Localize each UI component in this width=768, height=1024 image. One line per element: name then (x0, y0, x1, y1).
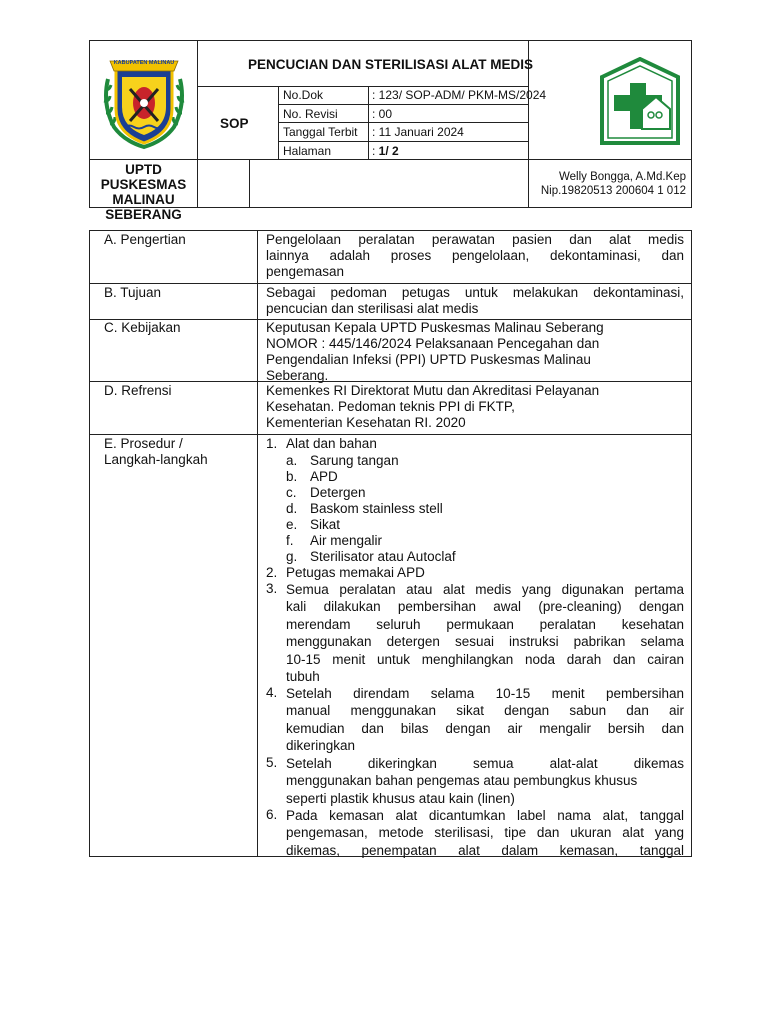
meta-key-tanggal: Tanggal Terbit (283, 125, 358, 139)
tool-item: APD (310, 469, 338, 484)
header-divider (249, 159, 250, 208)
text-line: pengemasan, metode sterilisasi, tipe dan ukuran alat yang (286, 825, 684, 841)
tool-item: Baskom stainless stell (310, 501, 443, 516)
step-number: 6. (266, 807, 278, 822)
text-line: merendam seluruh permukaan peralatan kesehatan (286, 616, 684, 632)
meta-key-no-dok: No.Dok (283, 88, 324, 102)
meta-value-prefix: : (372, 144, 379, 158)
text-line: Sebagai pedoman petugas untuk melakukan dekontaminasi, (266, 285, 684, 300)
tool-item: Sterilisator atau Autoclaf (310, 549, 456, 564)
label-line: Langkah-langkah (104, 452, 208, 467)
label-kebijakan: C. Kebijakan (104, 320, 181, 335)
tool-letter: a. (286, 453, 298, 468)
tool-letter: g. (286, 549, 298, 564)
text-line: manual menggunakan sikat dengan sabun dan air (286, 703, 684, 719)
org-name-line: MALINAU (112, 192, 175, 207)
org-name-line: UPTD PUSKESMAS (100, 162, 187, 192)
step-paragraph (286, 807, 684, 859)
document-title: PENCUCIAN DAN STERILISASI ALAT MEDIS (247, 57, 533, 72)
label-prosedur (104, 436, 208, 468)
signer-block (528, 170, 686, 198)
text-line: kali dilakukan pembersihan awal (pre-cleaning) dengan (286, 599, 684, 615)
text-line: lainnya adalah proses pengelolaan, dekontaminasi, dan (266, 248, 684, 263)
sop-label: SOP (220, 116, 249, 131)
tool-letter: e. (286, 517, 298, 532)
step-number: 5. (266, 755, 278, 770)
sop-header-table (89, 40, 692, 222)
text-line: pencucian dan sterilisasi alat medis (266, 301, 479, 316)
meta-value-no-dok: : 123/ SOP-ADM/ PKM-MS/2024 (372, 88, 547, 102)
text-line: seperti plastik khusus atau kain (linen) (286, 790, 515, 806)
label-tujuan: B. Tujuan (104, 285, 162, 300)
signer-name: Welly Bongga, A.Md.Kep (559, 171, 686, 183)
organization-name (90, 162, 197, 222)
row-divider (90, 434, 692, 435)
text-line: NOMOR : 445/146/2024 Pelaksanaan Pencegahan dan (266, 336, 600, 351)
step-paragraph (286, 755, 684, 807)
step-number: 3. (266, 581, 278, 596)
text-line: 10-15 menit untuk menghilangkan noda darah dan cairan (286, 651, 684, 667)
row-divider (90, 283, 692, 284)
label-referensi: D. Refrensi (104, 383, 172, 398)
text-line: Pengelolaan peralatan perawatan pasien dan alat medis (266, 232, 684, 247)
signer-nip: Nip.19820513 200604 1 012 (540, 185, 686, 197)
step-text: Petugas memakai APD (286, 565, 425, 580)
content-kebijakan (266, 320, 666, 384)
text-line: Kesehatan. Pedoman teknis PPI di FKTP, (266, 399, 515, 414)
tool-item: Sarung tangan (310, 453, 399, 468)
text-line: Keputusan Kepala UPTD Puskesmas Malinau Seberang (266, 320, 604, 335)
meta-key-halaman: Halaman (283, 144, 332, 158)
emblem-ribbon-text: KABUPATEN MALINAU (113, 60, 175, 66)
text-line: Setelah direndam selama 10-15 menit pembersihan (286, 686, 684, 701)
column-divider (257, 231, 258, 857)
header-divider (278, 122, 528, 123)
text-line: menggunakan bahan pengemas atau pembungkus khusus (286, 773, 638, 789)
tool-item: Detergen (310, 485, 366, 500)
text-line: Seberang. (266, 368, 329, 383)
meta-value-page: 1/ 2 (378, 144, 399, 158)
text-line: tubuh (286, 668, 320, 684)
text-line: Setelah dikeringkan semua alat-alat dikemas (286, 756, 684, 771)
text-line: Pada kemasan alat dicantumkan label nama alat, tanggal (286, 808, 684, 823)
text-line: menggunakan detergen sesuai instruksi pabrikan selama (286, 634, 684, 650)
text-line: kemudian dan bilas dengan air mengalir bersih dan (286, 720, 684, 736)
tool-letter: f. (286, 533, 294, 548)
text-line: dikeringkan (286, 738, 356, 754)
meta-value-halaman (372, 144, 399, 158)
step-number: 4. (266, 685, 278, 700)
meta-value-tanggal: : 11 Januari 2024 (372, 125, 464, 139)
label-pengertian: A. Pengertian (104, 232, 186, 247)
text-line: Pengendalian Infeksi (PPI) UPTD Puskesmas Malinau (266, 352, 591, 367)
tool-item: Sikat (310, 517, 341, 532)
content-referensi (266, 383, 684, 431)
content-tujuan (266, 285, 684, 317)
puskesmas-logo (598, 57, 682, 147)
org-name-line: SEBERANG (105, 207, 182, 222)
header-divider (197, 86, 528, 87)
tool-letter: c. (286, 485, 297, 500)
tool-item: Air mengalir (310, 533, 383, 548)
text-line: Kemenkes RI Direktorat Mutu dan Akreditasi Pelayanan (266, 383, 600, 398)
header-divider (528, 159, 692, 160)
meta-key-revisi: No. Revisi (283, 107, 338, 121)
step-paragraph (286, 581, 684, 685)
text-line: pengemasan (266, 264, 345, 279)
header-divider (278, 141, 528, 142)
tool-letter: b. (286, 469, 298, 484)
step-number: 2. (266, 565, 278, 580)
content-pengertian (266, 232, 684, 280)
header-divider (90, 159, 528, 160)
meta-value-revisi: : 00 (372, 107, 393, 121)
tool-letter: d. (286, 501, 298, 516)
sop-content-table (89, 230, 692, 857)
label-line: E. Prosedur / (104, 436, 183, 451)
step-number: 1. (266, 436, 278, 451)
step-paragraph (286, 685, 684, 755)
text-line: dikemas, penempatan alat dalam kemasan, tanggal (286, 842, 684, 858)
step-text: Alat dan bahan (286, 436, 377, 451)
text-line: Semua peralatan atau alat medis yang digunakan pertama (286, 582, 684, 597)
text-line: Kementerian Kesehatan RI. 2020 (266, 415, 466, 430)
header-divider (278, 104, 528, 105)
